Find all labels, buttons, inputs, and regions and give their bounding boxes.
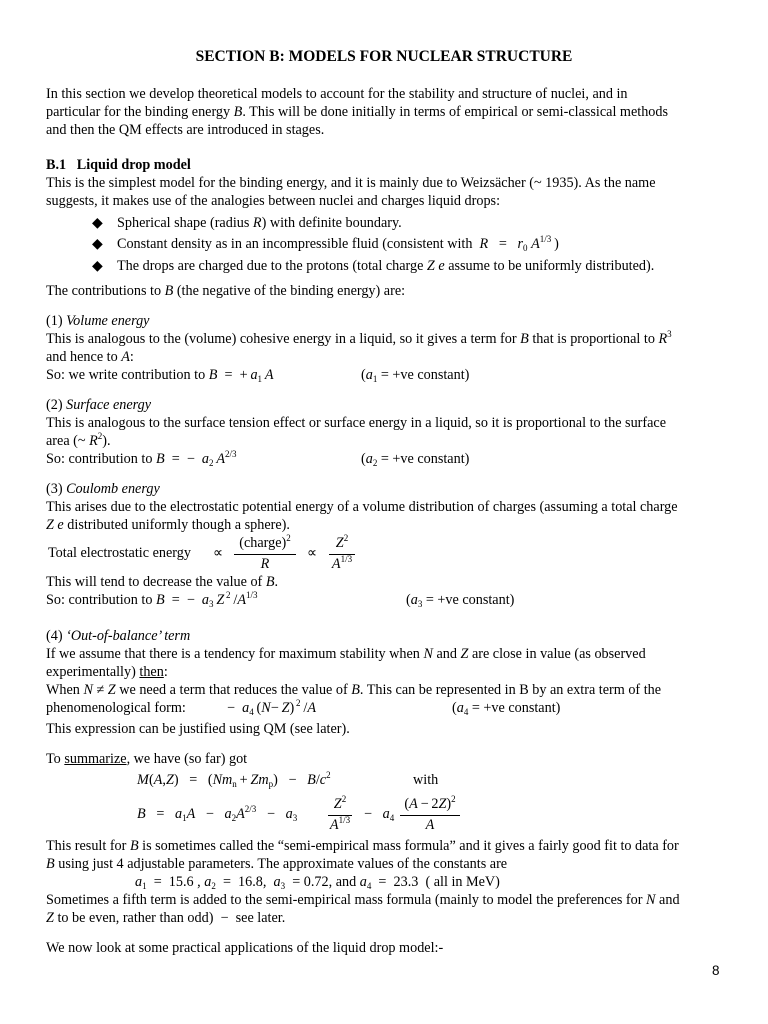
volume-heading: (1) Volume energy <box>46 313 150 329</box>
coulomb-constant: ($a_3 = +ve$ constant) <box>406 592 515 609</box>
intro-line-2: particular for the binding energy B. This will be done initially in terms of empirical or semi-classical methods <box>46 104 669 120</box>
contributions-line: The contributions to B (the negative of the binding energy) are: <box>46 283 406 299</box>
balance-line-4: phenomenological form: <box>46 700 186 716</box>
section-number: B.1 <box>46 157 67 173</box>
coulomb-heading: (3) Coulomb energy <box>46 481 160 497</box>
fifth-term-line-2: Z to be even, rather than odd) − see later. <box>46 910 286 926</box>
total-energy-label: Total electrostatic energy <box>48 545 191 561</box>
bullet-item-1: Spherical shape (radius R) with definite boundary. <box>117 215 402 231</box>
bullet-item-3: The drops are charged due to the protons (total charge Z e assume to be uniformly distributed). <box>117 258 655 274</box>
page-title: SECTION B: MODELS FOR NUCLEAR STRUCTURE <box>195 48 573 65</box>
balance-line-2: experimentally) then: <box>46 664 168 680</box>
charge-over-r-fraction: (charge)$^2$ R <box>234 535 296 573</box>
proportional-symbol: ∝ <box>213 545 224 561</box>
balance-heading: (4) ‘Out-of-balance’ term <box>46 628 191 644</box>
semi-empirical-line-1: This result for B is sometimes called the “semi-empirical mass formula” and it gives a fairly good fit to data for <box>46 838 679 854</box>
balance-formula: − $a_4$ (N− Z) $^2$ /A <box>227 698 316 717</box>
binding-formula-minus: − $a_4$ <box>364 806 395 823</box>
volume-formula: So: we write contribution to B = + $a_1$ A <box>46 367 274 384</box>
surface-formula: So: contribution to B = − $a_2$ $A^{2/3}$ <box>46 449 237 468</box>
bullet-diamond-icon: ◆ <box>92 215 103 231</box>
volume-line-1: This is analogous to the (volume) cohesive energy in a liquid, so it gives a term for B that is proportional to $R^3$ <box>46 329 672 347</box>
intro-line-3: and then the QM effects are introduced in stages. <box>46 122 325 138</box>
surface-constant: ($a_2 = +ve$ constant) <box>361 451 470 468</box>
summary-intro: To summarize, we have (so far) got <box>46 751 248 767</box>
balance-constant: ($a_4 = +ve$ constant) <box>452 700 561 717</box>
b1-para-line-2: suggests, it makes use of the analogies between nuclei and charges liquid drops: <box>46 193 501 209</box>
proportional-symbol: ∝ <box>307 545 318 561</box>
constants-values: $a_1 = 15.6$ , $a_2 = 16.8$, $a_3 = 0.72$, and $a_4 = 23.3$ ( all in MeV) <box>135 874 500 891</box>
coulomb-line-2: Z e distributed uniformly though a sphere). <box>46 517 290 533</box>
coulomb-decrease: This will tend to decrease the value of B. <box>46 574 279 590</box>
balance-line-1: If we assume that there is a tendency for maximum stability when N and Z are close in value (as observed <box>46 646 646 662</box>
binding-formula-start: $B = a_1A - a_2A^{2/3} - a_3$ <box>137 804 298 823</box>
section-heading-b1 <box>46 157 191 175</box>
binding-coulomb-fraction: $\frac{Z^2}{A^{1/3}}$ <box>329 794 351 833</box>
practical-line: We now look at some practical applications of the liquid drop model:- <box>46 940 444 956</box>
bullet-diamond-icon: ◆ <box>92 236 103 252</box>
surface-line-1: This is analogous to the surface tension effect or surface energy in a liquid, so it is proportional to the surface <box>46 415 667 431</box>
semi-empirical-line-2: B using just 4 adjustable parameters. The approximate values of the constants are <box>46 856 508 872</box>
mass-formula: $(A,Z) = (Nm_n + Zm_p) - B/c^2$ <box>149 770 331 789</box>
bullet-item-2: Constant density as in an incompressible fluid (consistent with $R = r_0$ $A^{1/3}$ ) <box>117 234 559 253</box>
coulomb-formula: So: contribution to B = − $a_3$ Z $^2$ $/A^{1/3}$ <box>46 590 258 609</box>
b1-para-line-1: This is the simplest model for the binding energy, and it is mainly due to Weizsächer (~ 1935). As the name <box>46 175 656 191</box>
coulomb-line-1: This arises due to the electrostatic potential energy of a volume distribution of charges (assuming a total charge <box>46 499 678 515</box>
binding-asymmetry-fraction: $\frac{(A - 2Z)^2}{A}$ <box>400 796 460 834</box>
section-title: Liquid drop model <box>76 157 191 173</box>
fifth-term-line-1: Sometimes a fifth term is added to the semi-empirical mass formula (mainly to model the preferences for N and <box>46 892 680 908</box>
intro-line-1: In this section we develop theoretical models to account for the stability and structure of nuclei, and in <box>46 86 628 102</box>
with-label: with <box>413 772 439 788</box>
page-number: 8 <box>712 963 720 978</box>
balance-justify: This expression can be justified using QM (see later). <box>46 721 350 737</box>
z-squared-over-a-fraction: $\frac{Z^2}{A^{1/3}}$ <box>329 535 355 573</box>
balance-line-3: When N ≠ Z we need a term that reduces the value of B. This can be represented in B by an extra term of the <box>46 682 662 698</box>
mass-formula-lhs: M <box>137 772 149 788</box>
surface-line-2: area (~ $R^2$). <box>46 431 111 449</box>
bullet-diamond-icon: ◆ <box>92 258 103 274</box>
surface-heading: (2) Surface energy <box>46 397 152 413</box>
volume-line-2: and hence to A: <box>46 349 134 365</box>
volume-constant: ($a_1 = +ve$ constant) <box>361 367 470 384</box>
